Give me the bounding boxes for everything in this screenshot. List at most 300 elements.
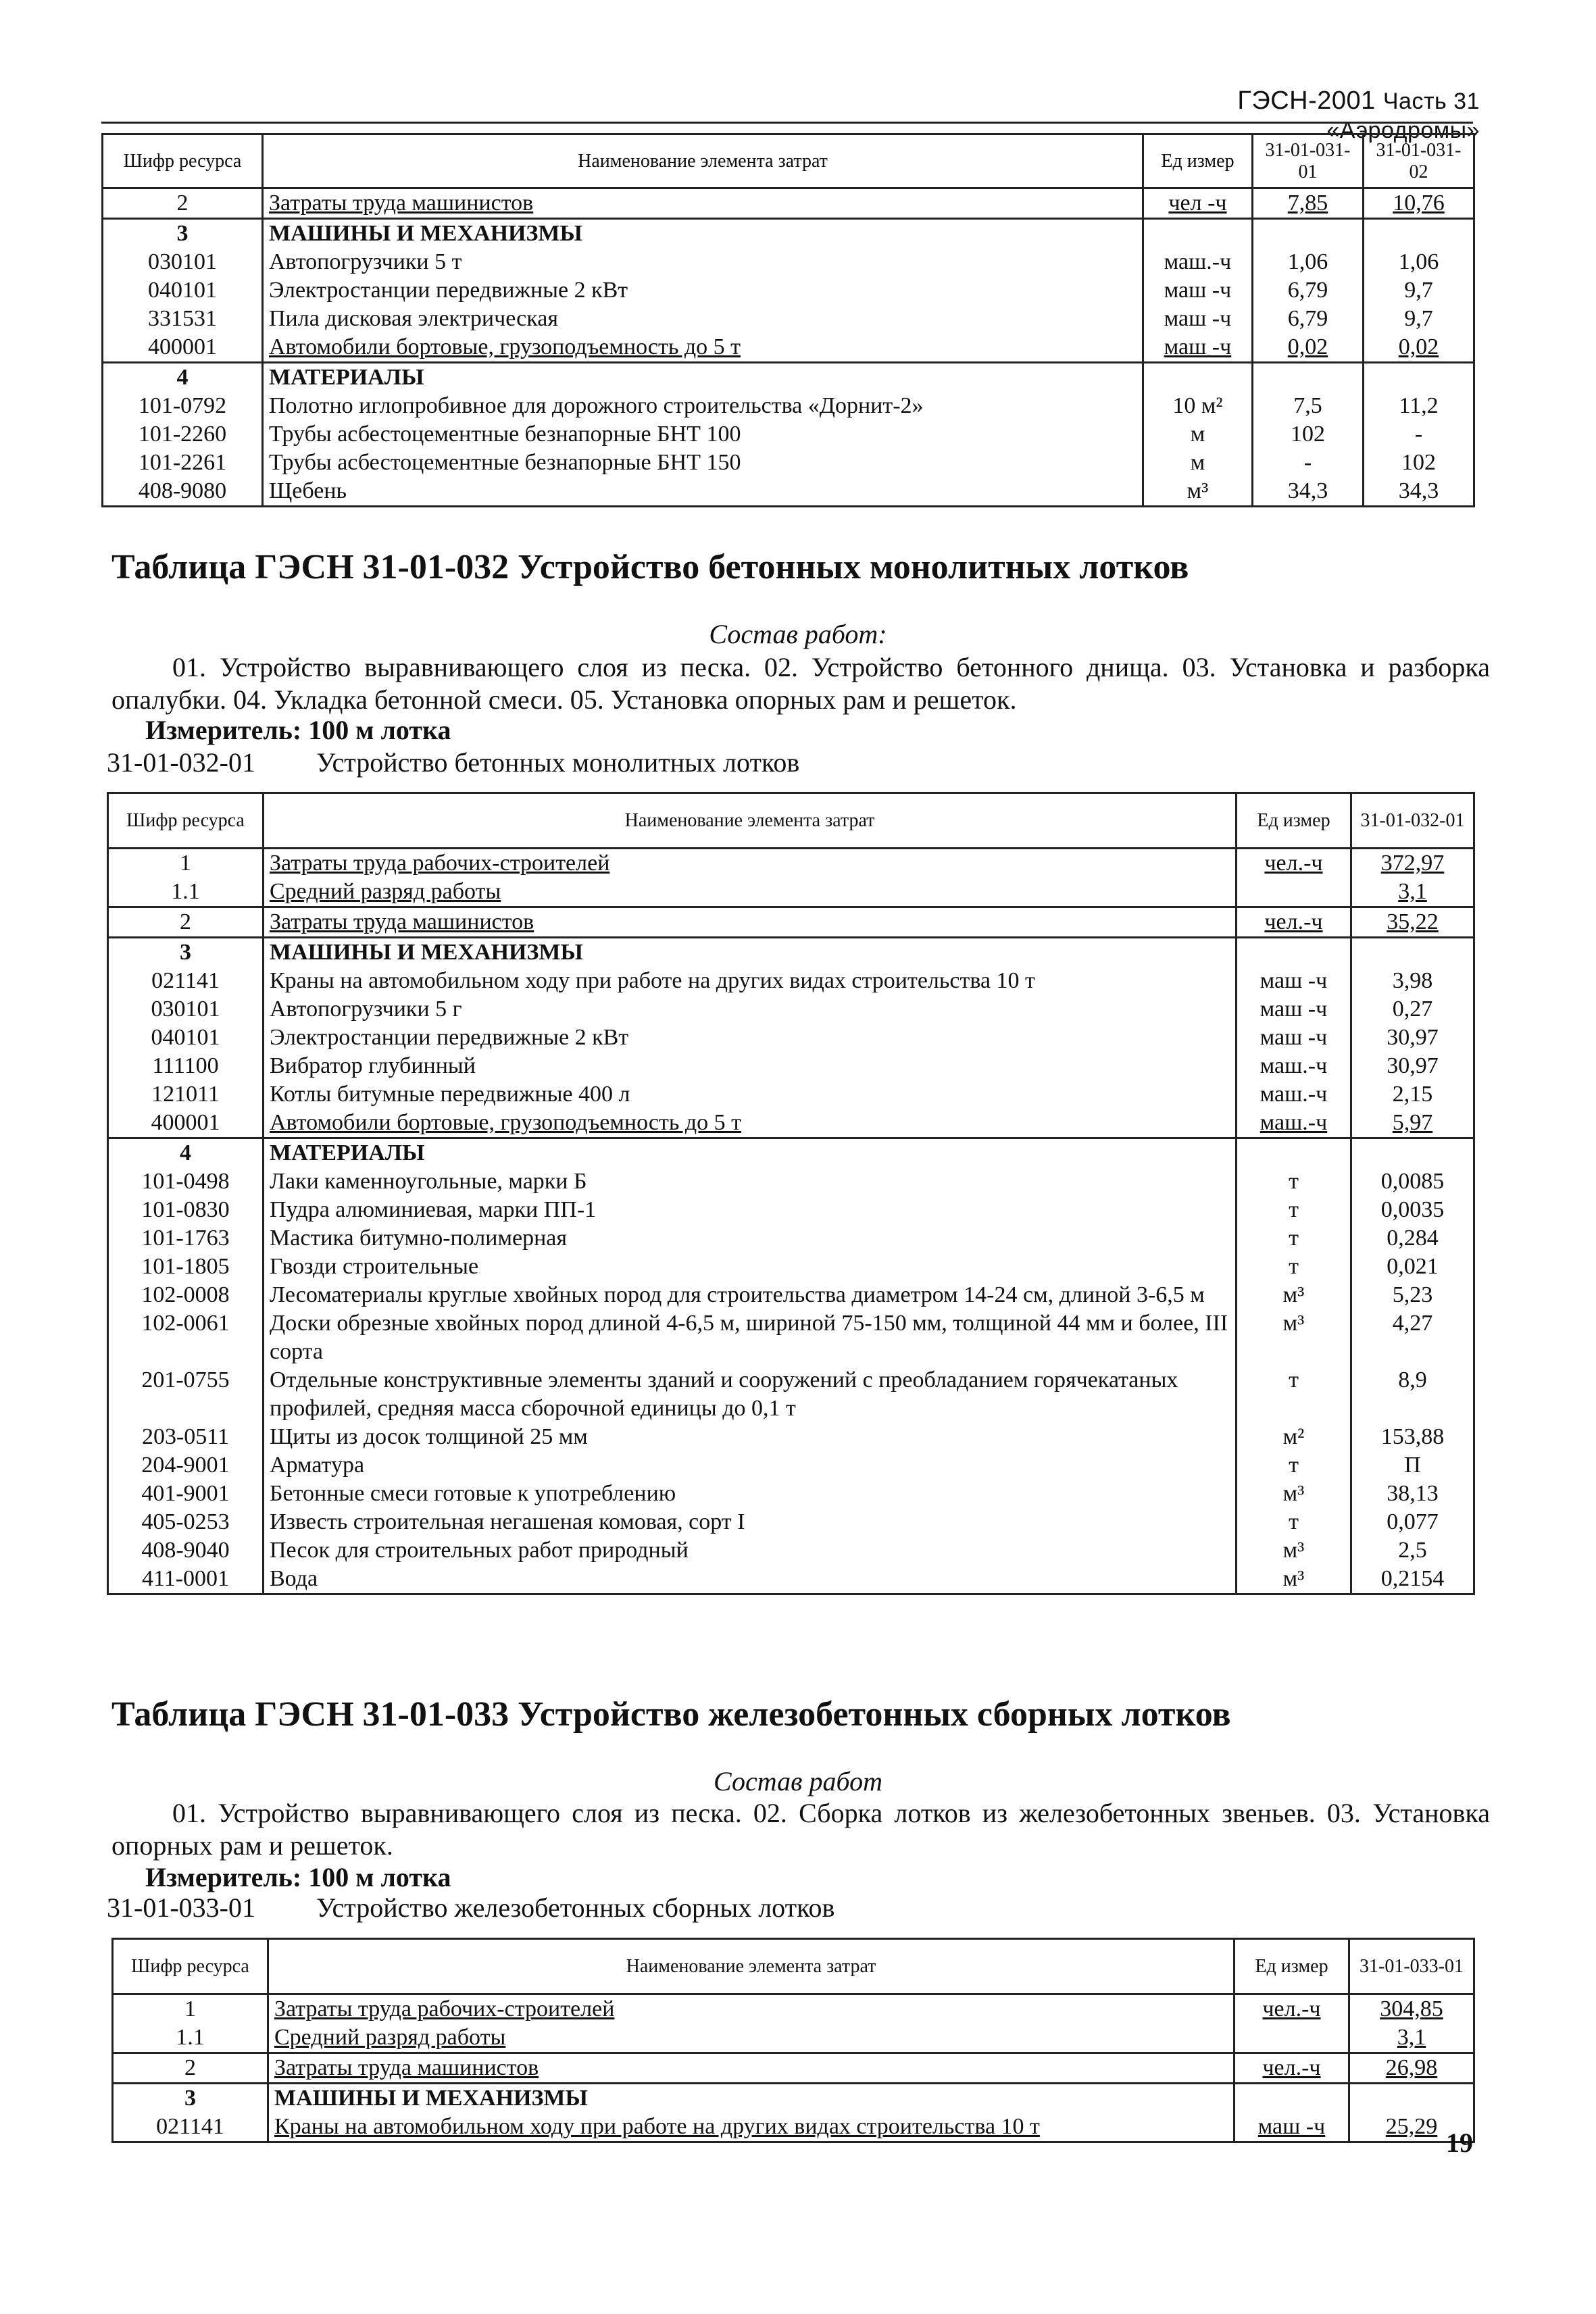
cell-unit — [1237, 1536, 1351, 1565]
cell-code — [103, 248, 263, 276]
cell-code — [108, 1024, 264, 1052]
cell-unit — [1235, 2023, 1349, 2053]
cell-name-text: Лесоматериалы круглые хвойных пород для строительства диаметром 14-24 см, длиной 3-6,5 м — [270, 1282, 1205, 1307]
cell-value — [1351, 938, 1474, 967]
cell-value-text: 38,13 — [1387, 1481, 1439, 1506]
cell-code-text: 2 — [184, 2055, 196, 2080]
cell-code-text: 408-9080 — [138, 478, 227, 503]
norm-name-032: Устройство бетонных монолитных лотков — [316, 747, 800, 778]
cell-value-text: 102 — [1401, 450, 1436, 475]
cell-name — [264, 878, 1237, 907]
header-rule — [101, 122, 1473, 124]
cell-code-text: 400001 — [151, 1110, 220, 1135]
cell-value — [1351, 1024, 1474, 1052]
cell-unit — [1237, 1366, 1351, 1423]
cell-value-text: 2,5 — [1398, 1538, 1427, 1563]
cell-name — [263, 420, 1143, 449]
cell-unit-text: маш -ч — [1164, 334, 1232, 359]
cell-name — [268, 1994, 1235, 2024]
cell-value — [1253, 333, 1364, 363]
cell-code — [113, 2113, 268, 2142]
cell-unit — [1237, 1109, 1351, 1138]
cell-value-text: 0,02 — [1398, 334, 1439, 359]
cell-name — [263, 305, 1143, 333]
cell-unit-text: чел.-ч — [1262, 1996, 1321, 2021]
cell-unit-text: маш.-ч — [1164, 249, 1232, 274]
cell-value — [1364, 219, 1474, 249]
cell-value — [1364, 392, 1474, 420]
table-row — [103, 449, 1474, 477]
cell-name — [268, 2023, 1235, 2053]
table-row — [103, 363, 1474, 393]
cell-name — [263, 276, 1143, 305]
cell-value-text: 1,06 — [1398, 249, 1439, 274]
table-row — [103, 305, 1474, 333]
cell-value — [1253, 219, 1364, 249]
header-doc: ГЭСН-2001 — [1237, 86, 1376, 115]
cell-unit — [1143, 420, 1253, 449]
table-row — [108, 1451, 1474, 1480]
cell-value — [1253, 363, 1364, 393]
cell-name-text: Краны на автомобильном ходу при работе на других видах строительства 10 т — [270, 968, 1035, 993]
cell-code-text: 411-0001 — [141, 1566, 230, 1591]
cell-value-text: 3,1 — [1397, 2025, 1426, 2050]
cell-value-text: 1,06 — [1287, 249, 1328, 274]
cell-code — [108, 878, 264, 907]
cell-code — [103, 188, 263, 219]
col-name: Наименование элемента затрат — [268, 1939, 1235, 1994]
cell-name-text: Краны на автомобильном ходу при работе на других видах строительства 10 т — [274, 2114, 1040, 2139]
cell-name-text: Автомобили бортовые, грузоподъемность до 5 т — [269, 334, 741, 359]
measure-032: Измеритель: 100 м лотка — [145, 715, 451, 745]
table-row — [108, 878, 1474, 907]
cell-code-text: 1 — [184, 1996, 196, 2021]
table-row — [103, 219, 1474, 249]
cell-code-text: 101-0498 — [141, 1169, 230, 1194]
cell-unit-text: т — [1289, 1509, 1299, 1534]
cell-name — [263, 392, 1143, 420]
cell-unit-text: т — [1289, 1254, 1299, 1279]
cell-unit-text: маш.-ч — [1260, 1082, 1328, 1107]
cell-name-text: Вода — [270, 1566, 318, 1591]
cell-unit — [1237, 1224, 1351, 1253]
table-row — [108, 1565, 1474, 1594]
cell-value — [1351, 967, 1474, 995]
cell-unit — [1143, 305, 1253, 333]
table-row — [108, 1281, 1474, 1309]
cell-code — [108, 1281, 264, 1309]
cell-value — [1364, 188, 1474, 219]
cell-unit — [1237, 938, 1351, 967]
cell-value-text: 8,9 — [1398, 1367, 1427, 1392]
cell-value-text: 0,2154 — [1380, 1566, 1445, 1591]
composition-text-033: 01. Устройство выравнивающего слоя из песка. 02. Сборка лотков из железобетонных звеньев. 03. Установка опорных рам и решеток. — [111, 1798, 1490, 1861]
cell-name-text: Электростанции передвижные 2 кВт — [270, 1025, 629, 1050]
cell-code — [103, 219, 263, 249]
table-row — [103, 477, 1474, 507]
table-row — [113, 2023, 1474, 2053]
cell-name — [264, 1309, 1237, 1366]
cell-value-text: 0,021 — [1387, 1254, 1439, 1279]
norm-code-032: 31-01-032-01 — [107, 747, 255, 778]
cell-value-text: 34,3 — [1287, 478, 1328, 503]
cell-code — [113, 1994, 268, 2024]
cell-unit-text: м³ — [1282, 1481, 1305, 1506]
col-code: Шифр ресурса — [108, 793, 264, 849]
cell-value — [1349, 2053, 1474, 2084]
cell-value-text: 304,85 — [1380, 1996, 1443, 2021]
cell-value-text: 35,22 — [1387, 909, 1439, 934]
cell-value-text: 5,23 — [1392, 1282, 1433, 1307]
table-row — [108, 1224, 1474, 1253]
cell-code-text: 3 — [176, 221, 189, 246]
cell-code — [108, 1536, 264, 1565]
table-row — [108, 1366, 1474, 1423]
cell-unit — [1143, 363, 1253, 393]
cell-code — [103, 449, 263, 477]
cell-value-text: 34,3 — [1398, 478, 1439, 503]
cell-code — [103, 392, 263, 420]
cell-unit — [1237, 967, 1351, 995]
cell-unit — [1237, 1451, 1351, 1480]
cell-unit-text: чел.-ч — [1264, 909, 1323, 934]
table-row — [108, 1167, 1474, 1196]
table1-body — [103, 188, 1474, 507]
norm-line-032 — [107, 747, 799, 778]
cell-value — [1351, 1508, 1474, 1536]
cell-value-text: 0,284 — [1387, 1226, 1439, 1251]
cell-code-text: 101-1763 — [141, 1226, 230, 1251]
table-row — [108, 1138, 1474, 1168]
cell-value-text: - — [1414, 422, 1423, 447]
cell-unit — [1237, 1281, 1351, 1309]
norm-line-033 — [107, 1892, 834, 1923]
cell-code — [108, 1366, 264, 1423]
cell-name-text: Отдельные конструктивные элементы зданий и сооружений с преобладанием горячекатаных профилей, средняя масса сборочной единицы до 0,1 т — [270, 1367, 1178, 1421]
cell-unit — [1143, 276, 1253, 305]
cell-value-text: 6,79 — [1287, 306, 1328, 331]
cell-unit-text: т — [1289, 1169, 1299, 1194]
cell-code-text: 121011 — [151, 1082, 220, 1107]
cell-code-text: 331531 — [148, 306, 217, 331]
table-row — [108, 1508, 1474, 1536]
cell-value-text: 11,2 — [1399, 393, 1439, 418]
cell-code — [108, 1508, 264, 1536]
cell-value — [1351, 1080, 1474, 1109]
cell-code — [108, 849, 264, 878]
cell-name — [264, 1423, 1237, 1451]
norm-code-033: 31-01-033-01 — [107, 1892, 255, 1923]
cell-code — [108, 1253, 264, 1281]
cell-value — [1253, 305, 1364, 333]
cell-value-text: 2,15 — [1392, 1082, 1433, 1107]
cell-code — [108, 1138, 264, 1168]
section-title-033: Таблица ГЭСН 31-01-033 Устройство железобетонных сборных лотков — [111, 1695, 1231, 1734]
cell-value — [1351, 1109, 1474, 1138]
cell-code-text: 3 — [180, 940, 191, 965]
cell-value-text: 9,7 — [1404, 278, 1433, 303]
cell-value-text: 0,27 — [1392, 997, 1433, 1022]
cell-value — [1364, 333, 1474, 363]
cell-name-text: Полотно иглопробивное для дорожного строительства «Дорнит-2» — [269, 393, 924, 418]
cell-name-text: МАШИНЫ И МЕХАНИЗМЫ — [269, 221, 582, 246]
cell-value — [1349, 1994, 1474, 2024]
page-number: 19 — [1446, 2128, 1473, 2158]
cell-unit-text: маш.-ч — [1260, 1110, 1328, 1135]
resource-table-032 — [107, 792, 1475, 1595]
cell-name-text: Лаки каменноугольные, марки Б — [270, 1169, 587, 1194]
cell-unit-text: т — [1289, 1453, 1299, 1478]
cell-name — [263, 363, 1143, 393]
cell-name — [264, 1138, 1237, 1168]
table-row — [108, 1052, 1474, 1080]
cell-unit — [1237, 1423, 1351, 1451]
cell-value-text: 3,1 — [1398, 879, 1427, 904]
cell-unit — [1237, 907, 1351, 938]
cell-name-text: Щебень — [269, 478, 347, 503]
cell-code — [113, 2023, 268, 2053]
cell-value — [1253, 188, 1364, 219]
cell-value — [1351, 1052, 1474, 1080]
cell-value — [1364, 420, 1474, 449]
cell-name-text: Автопогрузчики 5 г — [270, 997, 462, 1022]
cell-value — [1253, 276, 1364, 305]
cell-value — [1349, 2023, 1474, 2053]
cell-code-text: 101-1805 — [141, 1254, 230, 1279]
cell-unit — [1237, 1196, 1351, 1224]
cell-name-text: МАШИНЫ И МЕХАНИЗМЫ — [274, 2086, 588, 2111]
cell-value — [1351, 849, 1474, 878]
cell-value — [1351, 1309, 1474, 1366]
cell-name — [268, 2113, 1235, 2142]
table-row — [108, 1080, 1474, 1109]
cell-value-text: 372,97 — [1380, 851, 1445, 876]
cell-unit-text: чел -ч — [1168, 191, 1227, 216]
cell-code-text: 1 — [180, 851, 191, 876]
cell-unit — [1235, 2113, 1349, 2142]
cell-code — [103, 305, 263, 333]
cell-name — [264, 1366, 1237, 1423]
cell-code-text: 101-0830 — [141, 1197, 230, 1222]
table-row — [108, 1423, 1474, 1451]
cell-unit — [1235, 1994, 1349, 2024]
cell-value-text: 0,077 — [1387, 1509, 1439, 1534]
cell-unit-text: т — [1289, 1197, 1299, 1222]
cell-code — [103, 420, 263, 449]
cell-value — [1253, 392, 1364, 420]
cell-unit — [1237, 1080, 1351, 1109]
table-row — [113, 2053, 1474, 2084]
cell-code — [103, 363, 263, 393]
table-row — [108, 1196, 1474, 1224]
cell-name-text: Известь строительная негашеная комовая, сорт I — [270, 1509, 745, 1534]
cell-value — [1351, 1281, 1474, 1309]
cell-name — [268, 2084, 1235, 2113]
cell-name-text: Автопогрузчики 5 т — [269, 249, 462, 274]
cell-name-text: Средний разряд работы — [270, 879, 501, 904]
cell-name — [264, 995, 1237, 1024]
table-row — [108, 1024, 1474, 1052]
cell-code-text: 102-0061 — [141, 1311, 230, 1336]
cell-unit-text: м³ — [1282, 1538, 1305, 1563]
cell-value — [1351, 1167, 1474, 1196]
cell-code-text: 101-2260 — [138, 422, 227, 447]
cell-code-text: 021141 — [151, 968, 220, 993]
cell-name — [264, 1281, 1237, 1309]
table-row — [108, 1480, 1474, 1508]
table-row — [108, 938, 1474, 967]
cell-unit-text: м² — [1282, 1424, 1305, 1449]
cell-unit — [1143, 248, 1253, 276]
cell-unit-text: маш -ч — [1164, 278, 1232, 303]
table-row — [113, 1994, 1474, 2024]
cell-unit-text: м³ — [1187, 478, 1209, 503]
cell-code-text: 1.1 — [176, 2025, 205, 2050]
col-unit: Ед измер — [1143, 134, 1253, 188]
cell-name — [264, 849, 1237, 878]
cell-value-text: 30,97 — [1387, 1053, 1439, 1078]
cell-name — [263, 477, 1143, 507]
cell-code — [113, 2084, 268, 2113]
cell-code-text: 040101 — [151, 1025, 220, 1050]
table-row — [108, 1253, 1474, 1281]
table-row — [103, 248, 1474, 276]
table2-body — [108, 849, 1474, 1594]
cell-name — [264, 1024, 1237, 1052]
cell-value — [1351, 878, 1474, 907]
cell-value — [1364, 449, 1474, 477]
cell-value — [1253, 449, 1364, 477]
cell-name — [264, 938, 1237, 967]
table-row — [108, 995, 1474, 1024]
cell-unit — [1143, 188, 1253, 219]
cell-name-text: Котлы битумные передвижные 400 л — [270, 1082, 630, 1107]
cell-name-text: Электростанции передвижные 2 кВт — [269, 278, 628, 303]
cell-code-text: 4 — [176, 365, 189, 390]
cell-unit — [1237, 1253, 1351, 1281]
cell-code — [103, 333, 263, 363]
col-unit: Ед измер — [1237, 793, 1351, 849]
table-row — [103, 276, 1474, 305]
cell-name — [264, 1196, 1237, 1224]
cell-unit-text: маш -ч — [1260, 1025, 1328, 1050]
cell-name — [264, 1565, 1237, 1594]
measure-033: Измеритель: 100 м лотка — [145, 1862, 451, 1892]
cell-name-text: Мастика битумно-полимерная — [270, 1226, 567, 1251]
cell-value — [1351, 1423, 1474, 1451]
cell-value — [1253, 420, 1364, 449]
col-norm-031-01: 31-01-031-01 — [1253, 134, 1364, 188]
cell-name — [264, 1480, 1237, 1508]
cell-name-text: Затраты труда машинистов — [274, 2055, 539, 2080]
table-row — [103, 333, 1474, 363]
cell-name — [264, 907, 1237, 938]
cell-name-text: Средний разряд работы — [274, 2025, 506, 2050]
cell-code-text: 201-0755 — [141, 1367, 230, 1392]
cell-code-text: 3 — [184, 2086, 196, 2111]
cell-value — [1349, 2084, 1474, 2113]
cell-name-text: Доски обрезные хвойных пород длиной 4-6,5 м, шириной 75-150 мм, толщиной 44 мм и более, III сорта — [270, 1311, 1228, 1364]
cell-code-text: 021141 — [156, 2114, 224, 2139]
cell-code — [108, 907, 264, 938]
col-name: Наименование элемента затрат — [264, 793, 1237, 849]
cell-value-text: 153,88 — [1380, 1424, 1445, 1449]
cell-value — [1351, 1224, 1474, 1253]
cell-value — [1351, 1196, 1474, 1224]
cell-unit — [1237, 995, 1351, 1024]
table-row — [108, 1536, 1474, 1565]
cell-value-text: 0,02 — [1287, 334, 1328, 359]
cell-value-text: - — [1303, 450, 1312, 475]
cell-value — [1351, 907, 1474, 938]
cell-code-text: 111100 — [152, 1053, 219, 1078]
cell-code — [108, 995, 264, 1024]
cell-code-text: 2 — [176, 191, 189, 216]
cell-value — [1351, 1480, 1474, 1508]
cell-unit — [1143, 392, 1253, 420]
cell-name-text: МАШИНЫ И МЕХАНИЗМЫ — [270, 940, 583, 965]
cell-value — [1351, 995, 1474, 1024]
cell-code — [103, 276, 263, 305]
cell-unit — [1237, 1480, 1351, 1508]
cell-code — [103, 477, 263, 507]
cell-code-text: 102-0008 — [141, 1282, 230, 1307]
cell-name — [264, 1109, 1237, 1138]
cell-name-text: Пудра алюминиевая, марки ПП-1 — [270, 1197, 597, 1222]
cell-unit-text: м — [1190, 450, 1205, 475]
cell-value — [1364, 248, 1474, 276]
cell-value-text: 7,85 — [1287, 191, 1328, 216]
cell-unit — [1237, 1565, 1351, 1594]
cell-name-text: Затраты труда рабочих-строителей — [274, 1996, 615, 2021]
cell-code — [113, 2053, 268, 2084]
cell-code — [108, 1309, 264, 1366]
cell-code-text: 030101 — [151, 997, 220, 1022]
cell-name-text: Затраты труда машинистов — [270, 909, 534, 934]
table3-body — [113, 1994, 1474, 2142]
composition-text-032: 01. Устройство выравнивающего слоя из песка. 02. Устройство бетонного днища. 03. Установка и разборка опалубки. 04. Укладка бетонной смеси. 05. Установка опорных рам и решеток. — [111, 652, 1490, 715]
cell-unit — [1237, 849, 1351, 878]
cell-unit-text: чел.-ч — [1262, 2055, 1321, 2080]
cell-unit-text: маш -ч — [1257, 2114, 1326, 2139]
cell-unit — [1235, 2084, 1349, 2113]
cell-unit — [1143, 449, 1253, 477]
table-row — [103, 420, 1474, 449]
section-title-032: Таблица ГЭСН 31-01-032 Устройство бетонных монолитных лотков — [111, 548, 1189, 586]
cell-name-text: Щиты из досок толщиной 25 мм — [270, 1424, 588, 1449]
cell-name-text: Затраты труда рабочих-строителей — [270, 851, 610, 876]
col-norm-031-02: 31-01-031-02 — [1364, 134, 1474, 188]
cell-value — [1351, 1366, 1474, 1423]
table-row — [108, 967, 1474, 995]
cell-name-text: Автомобили бортовые, грузоподъемность до 5 т — [270, 1110, 742, 1135]
cell-value-text: 10,76 — [1393, 191, 1445, 216]
cell-name-text: Вибратор глубинный — [270, 1053, 476, 1078]
cell-value-text: 0,0035 — [1380, 1197, 1445, 1222]
cell-name-text: Трубы асбестоцементные безнапорные БНТ 150 — [269, 450, 741, 475]
cell-value-text: 3,98 — [1392, 968, 1433, 993]
cell-code-text: 204-9001 — [141, 1453, 230, 1478]
col-code: Шифр ресурса — [113, 1939, 268, 1994]
cell-unit — [1237, 1052, 1351, 1080]
cell-value — [1364, 276, 1474, 305]
cell-unit-text: маш -ч — [1164, 306, 1232, 331]
cell-code-text: 101-0792 — [138, 393, 227, 418]
table-row — [113, 2084, 1474, 2113]
cell-value-text: 102 — [1291, 422, 1325, 447]
cell-name-text: МАТЕРИАЛЫ — [269, 365, 424, 390]
cell-value — [1351, 1451, 1474, 1480]
